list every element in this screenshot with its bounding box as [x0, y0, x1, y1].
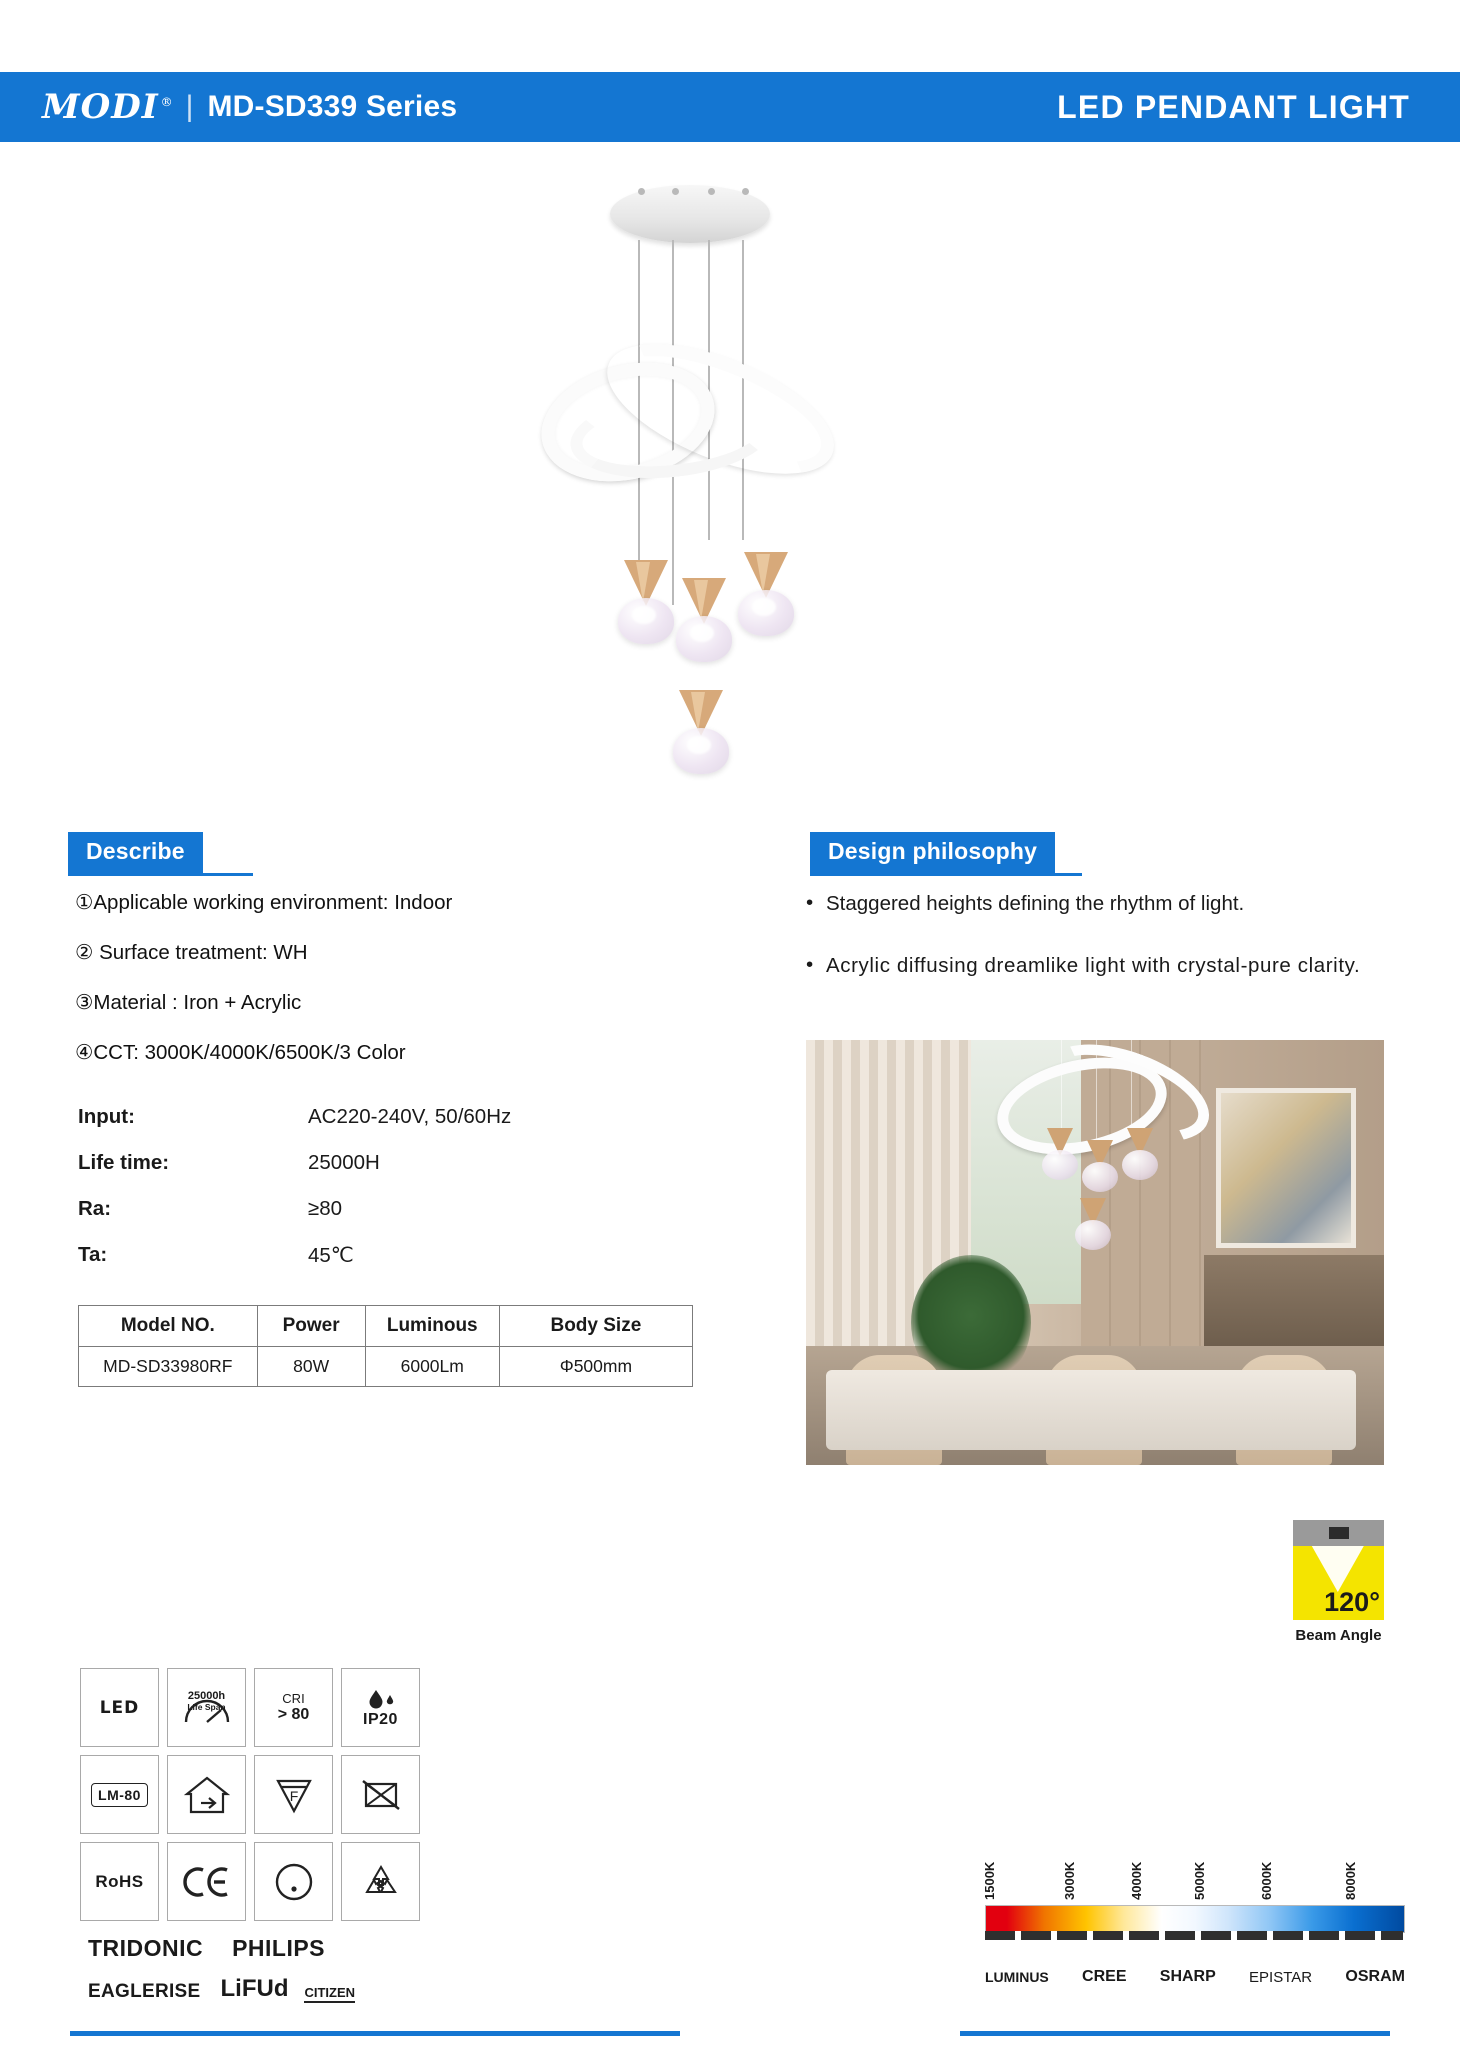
photo-pendant — [1038, 1128, 1082, 1190]
svg-text:F: F — [289, 1787, 298, 1804]
philosophy-point: • Staggered heights defining the rhythm of light. — [806, 890, 1386, 918]
partner-tridonic: TRIDONIC — [88, 1935, 204, 1961]
recycle-icon — [341, 1842, 420, 1921]
beam-led-chip — [1329, 1527, 1349, 1539]
led-icon — [80, 1668, 159, 1747]
cct-color-bar — [985, 1905, 1405, 1933]
describe-list — [75, 890, 715, 1090]
header-separator: | — [185, 90, 194, 123]
philosophy-points — [806, 890, 1386, 1013]
lifespan-hours: 25000h — [187, 1690, 226, 1702]
column-header: Body Size — [499, 1306, 692, 1347]
chip-brand-osram: OSRAM — [1345, 1968, 1405, 1985]
pendant-crystal-glass — [676, 616, 732, 662]
philosophy-point: • Acrylic diffusing dreamlike light with crystal-pure clarity. — [806, 952, 1386, 980]
list-item: ② Surface treatment: WH — [75, 941, 308, 964]
philosophy-heading: Design philosophy — [810, 832, 1055, 873]
product-hero-image — [520, 160, 960, 820]
pendant-crystal — [730, 552, 802, 652]
table-header-row — [79, 1306, 693, 1347]
no-cover-shape — [355, 1771, 407, 1819]
chip-brand-cree: CREE — [1082, 1968, 1127, 1985]
house-shape — [181, 1771, 233, 1819]
table-cell-luminous: 6000Lm — [365, 1347, 499, 1387]
column-header: Power — [257, 1306, 365, 1347]
table-cell-body-size: Φ500mm — [499, 1347, 692, 1387]
ip20-icon — [341, 1668, 420, 1747]
photo-pendant-glass — [1075, 1220, 1111, 1250]
canopy-dot — [638, 188, 645, 195]
rohs-icon — [80, 1842, 159, 1921]
spec-label: Ra: — [78, 1197, 112, 1220]
pendant-cone-highlight — [636, 562, 650, 602]
spec-row — [78, 1197, 638, 1221]
page-title: LED PENDANT LIGHT — [1057, 88, 1410, 125]
partner-logos-row-1 — [88, 1935, 347, 1962]
f-mark-shape — [268, 1771, 320, 1819]
philosophy-heading-underline — [810, 873, 1082, 876]
list-item: ④CCT: 3000K/4000K/6500K/3 Color — [75, 1041, 406, 1064]
partner-lifud: LiFUd — [220, 1975, 289, 2002]
list-item: ③Material : Iron + Acrylic — [75, 991, 302, 1014]
ce-icon — [167, 1842, 246, 1921]
spec-value: 25000H — [308, 1151, 380, 1174]
cri-icon-bottom: > 80 — [277, 1706, 310, 1723]
cct-tick: 3000K — [1062, 1861, 1077, 1900]
photo-pendant-glass — [1122, 1150, 1158, 1180]
photo-pendant — [1118, 1128, 1162, 1190]
photo-dining-table — [826, 1370, 1356, 1450]
spec-row — [78, 1243, 638, 1268]
led-icon-label: LED — [99, 1697, 140, 1718]
water-drop-shape — [364, 1687, 398, 1711]
brand-logo — [42, 87, 174, 127]
pendant-cone-highlight — [691, 692, 705, 732]
series-name: MD-SD339 Series — [207, 90, 458, 123]
ribbon-led-ring — [540, 355, 815, 460]
f-mark-icon — [254, 1755, 333, 1834]
spec-row — [78, 1151, 638, 1175]
indoor-use-icon — [167, 1755, 246, 1834]
spec-label: Life time: — [78, 1151, 170, 1174]
photo-wall-art — [1216, 1088, 1356, 1248]
table-cell-power: 80W — [257, 1347, 365, 1387]
partner-eaglerise: EAGLERISE — [88, 1981, 201, 2002]
ce-mark-shape — [179, 1864, 235, 1900]
pendant-crystal-glass — [618, 598, 674, 644]
page-header — [0, 72, 1460, 142]
pendant-crystal-glass — [673, 728, 729, 774]
pendant-crystal — [665, 690, 737, 790]
pendant-crystal-glass — [738, 590, 794, 636]
recycle-triangle-shape — [357, 1859, 405, 1905]
chip-brand-sharp: SHARP — [1159, 1968, 1216, 1985]
photo-pendant — [1071, 1198, 1115, 1260]
chip-brand-luminus: LUMINUS — [985, 1969, 1049, 1985]
no-cover-icon — [341, 1755, 420, 1834]
recycle-arrow-icon — [254, 1842, 333, 1921]
cct-tick: 8000K — [1343, 1861, 1358, 1900]
table-cell-model: MD-SD33980RF — [79, 1347, 258, 1387]
beam-light-cone — [1312, 1546, 1364, 1592]
cct-tick: 1500K — [982, 1861, 997, 1900]
cri-icon — [254, 1668, 333, 1747]
column-header: Model NO. — [79, 1306, 258, 1347]
ip20-icon-label: IP20 — [363, 1710, 398, 1728]
photo-pendant-glass — [1042, 1150, 1078, 1180]
cri-icon-top: CRI — [282, 1691, 305, 1706]
lifespan-sub: Life Span — [187, 1702, 226, 1712]
photo-pendant-glass — [1082, 1162, 1118, 1192]
beam-angle-label: Beam Angle — [1295, 1627, 1382, 1644]
pendant-cone-highlight — [756, 554, 770, 594]
lifespan-icon — [167, 1668, 246, 1747]
canopy-dot — [742, 188, 749, 195]
spec-value: AC220-240V, 50/60Hz — [308, 1105, 512, 1128]
cct-tick: 4000K — [1129, 1861, 1144, 1900]
application-photo — [806, 1040, 1384, 1465]
certification-grid — [80, 1668, 420, 1921]
spec-label: Ta: — [78, 1243, 108, 1266]
partner-citizen: CITIZEN — [304, 1985, 355, 2003]
footer-rule-right — [960, 2031, 1390, 2036]
partner-philips: PHILIPS — [232, 1935, 326, 1961]
lm80-icon — [80, 1755, 159, 1834]
describe-heading-underline — [68, 873, 253, 876]
recycle-arrow-shape — [270, 1858, 318, 1906]
photo-sideboard — [1204, 1255, 1384, 1350]
lm80-icon-label: LM-80 — [91, 1783, 148, 1807]
cct-tick: 5000K — [1192, 1861, 1207, 1900]
photo-pendant — [1078, 1140, 1122, 1202]
beam-angle-graphic — [1293, 1520, 1384, 1620]
pendant-cone-highlight — [694, 580, 708, 620]
beam-angle-value: 120° — [1324, 1587, 1380, 1617]
spec-value: ≥80 — [308, 1197, 343, 1220]
footer-rule-left — [70, 2031, 680, 2036]
list-item: ①Applicable working environment: Indoor — [75, 891, 453, 914]
registered-mark: ® — [160, 94, 174, 109]
brand-block — [0, 87, 458, 127]
table-row — [79, 1347, 693, 1387]
spec-value: 45℃ — [308, 1244, 354, 1267]
spec-row — [78, 1105, 638, 1129]
cct-tick-labels — [982, 1830, 1405, 1900]
chip-brand-logos — [985, 1968, 1405, 1986]
spec-list — [78, 1105, 638, 1290]
cct-tick: 6000K — [1259, 1861, 1274, 1900]
model-table — [78, 1305, 693, 1387]
partner-logos-row-2 — [88, 1975, 355, 2003]
describe-heading: Describe — [68, 832, 203, 873]
canopy-dot — [672, 188, 679, 195]
chip-brand-epistar: EPISTAR — [1249, 1968, 1313, 1986]
spec-label: Input: — [78, 1105, 135, 1128]
rohs-icon-label: RoHS — [95, 1871, 144, 1891]
brand-name: MODI — [42, 87, 159, 127]
cct-scale-segments — [985, 1931, 1403, 1940]
canopy-dot — [708, 188, 715, 195]
column-header: Luminous — [365, 1306, 499, 1347]
